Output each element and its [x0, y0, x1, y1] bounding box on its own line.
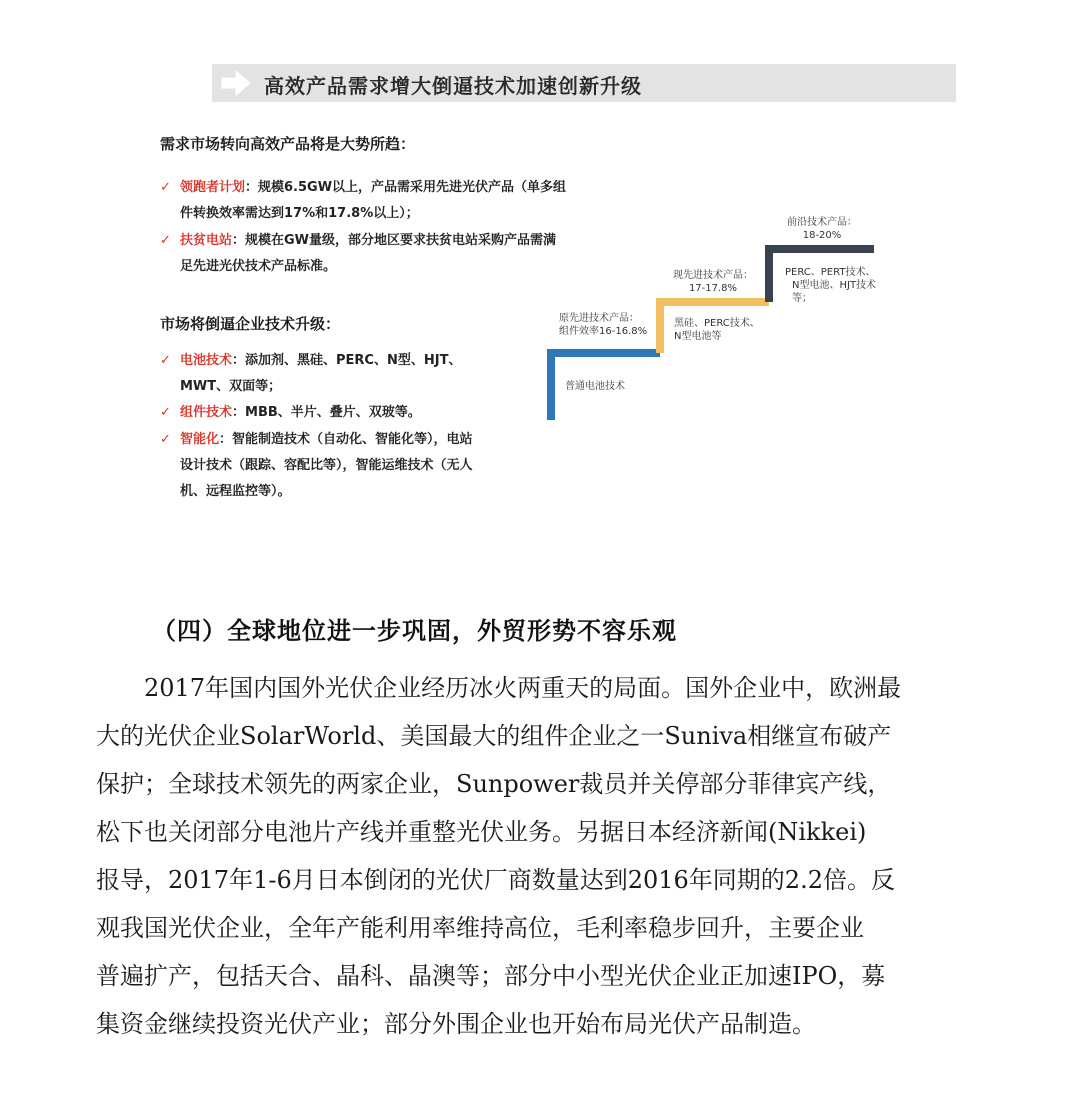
paragraph-line: 观我国光伏企业，全年产能利用率维持高位，毛利率稳步回升，主要企业	[96, 914, 864, 942]
step3-title: 前沿技术产品：	[787, 217, 857, 228]
bullet-text: 件转换效率需达到17%和17.8%以上）；	[180, 206, 419, 221]
section-heading: （四）全球地位进一步巩固，外贸形势不容乐观	[152, 616, 677, 645]
list-item	[160, 348, 461, 400]
list-item	[160, 175, 566, 227]
step3-content: N型电池、HJT技术	[792, 280, 877, 291]
bullet-keyword: 智能化	[180, 432, 220, 447]
paragraph-line: 保护；全球技术领先的两家企业，Sunpower裁员并关停部分菲律宾产线，	[96, 770, 892, 798]
step2-content: N型电池等	[674, 331, 722, 342]
bullet-text: ：MBB、半片、叠片、双玻等。	[232, 405, 421, 420]
bullet-keyword: 扶贫电站	[180, 233, 233, 248]
bullet-text: 足先进光伏技术产品标准。	[180, 259, 337, 274]
step3-subtitle: 18-20%	[802, 230, 842, 241]
paragraph-line: 集资金继续投资光伏产业；部分外围企业也开始布局光伏产品制造。	[96, 1010, 816, 1038]
bullet-keyword: 电池技术	[180, 353, 233, 368]
list-item	[160, 427, 473, 505]
step3-content: PERC、PERT技术、	[785, 267, 876, 278]
bullet-text: ：添加剂、黑硅、PERC、N型、HJT、	[232, 353, 462, 368]
body-paragraph	[96, 664, 960, 1048]
step1-title: 原先进技术产品：	[559, 313, 639, 324]
bullet-text: 设计技术（跟踪、容配比等），智能运维技术（无人	[180, 458, 473, 473]
list-item	[160, 228, 556, 280]
section-banner	[212, 64, 956, 102]
bullet-text: ：规模6.5GW以上，产品需采用先进光伏产品（单多组	[245, 180, 567, 195]
step1-subtitle: 组件效率16-16.8%	[559, 326, 648, 337]
check-icon: ✓	[160, 405, 171, 420]
bullet-text: ：智能制造技术（自动化、智能化等），电站	[219, 432, 473, 447]
check-icon: ✓	[160, 233, 171, 248]
paragraph-line: 普遍扩产，包括天合、晶科、晶澳等；部分中小型光伏企业正加速IPO，募	[96, 962, 886, 990]
section1-heading: 需求市场转向高效产品将是大势所趋：	[160, 135, 416, 153]
step3-content: 等；	[792, 293, 812, 304]
paragraph-line: 大的光伏企业SolarWorld、美国最大的组件企业之一Suniva相继宣布破产	[96, 722, 892, 750]
step2-subtitle: 17-17.8%	[688, 283, 738, 294]
step2-title: 现先进技术产品：	[673, 270, 753, 281]
paragraph-line: 松下也关闭部分电池片产线并重整光伏业务。另据日本经济新闻(Nikkei)	[96, 818, 867, 846]
bullet-text: MWT、双面等；	[180, 379, 282, 394]
list-item	[160, 400, 421, 426]
paragraph-line: 2017年国内国外光伏企业经历冰火两重天的局面。国外企业中，欧洲最	[96, 674, 902, 702]
check-icon: ✓	[160, 432, 171, 447]
technology-staircase-diagram	[540, 205, 890, 435]
check-icon: ✓	[160, 180, 171, 195]
step1-content: 普通电池技术	[565, 381, 625, 392]
step2-content: 黑硅、PERC技术、	[674, 318, 760, 329]
paragraph-line: 报导，2017年1-6月日本倒闭的光伏厂商数量达到2016年同期的2.2倍。反	[96, 866, 895, 894]
section2-heading: 市场将倒逼企业技术升级：	[160, 315, 341, 333]
bullet-text: ：规模在GW量级，部分地区要求扶贫电站采购产品需满	[232, 233, 557, 248]
bullet-keyword: 组件技术	[180, 405, 233, 420]
bullet-keyword: 领跑者计划	[180, 180, 246, 195]
check-icon: ✓	[160, 353, 171, 368]
arrow-right-icon	[220, 69, 252, 97]
bullet-text: 机、远程监控等）。	[180, 484, 291, 499]
banner-title: 高效产品需求增大倒逼技术加速创新升级	[264, 74, 642, 98]
